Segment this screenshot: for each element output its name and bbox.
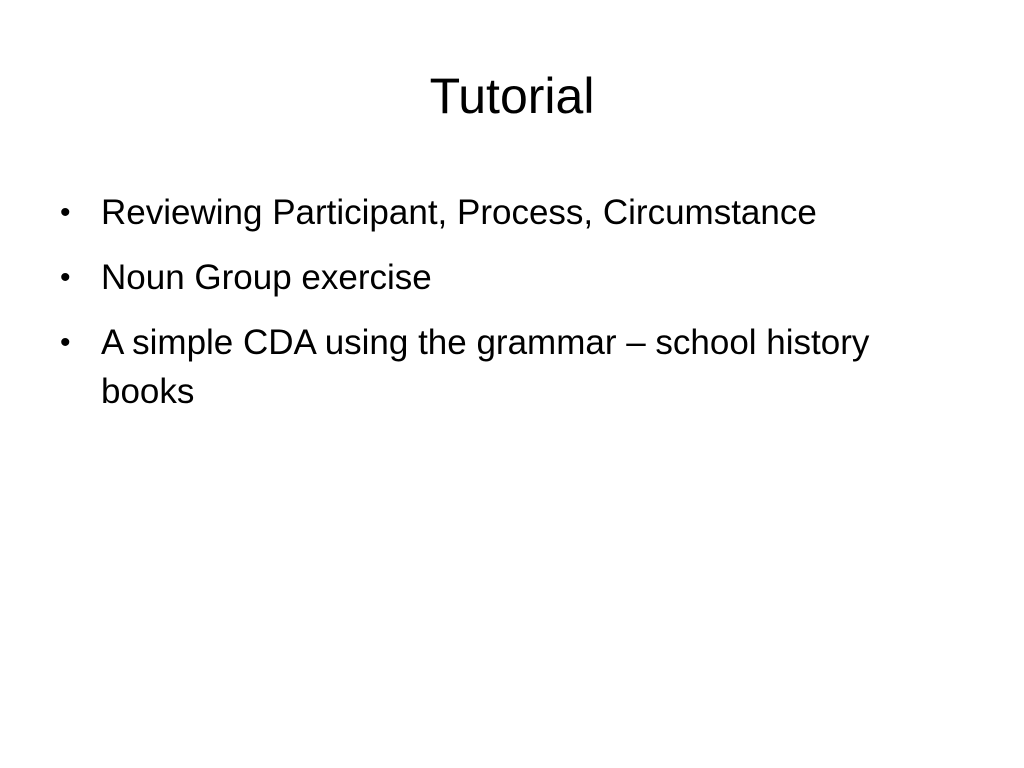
bullet-item [58, 318, 958, 416]
bullet-text: Noun Group exercise [101, 258, 432, 297]
bullet-marker: • [60, 196, 71, 229]
bullet-item [58, 253, 958, 302]
bullet-list [58, 188, 958, 432]
slide-title: Tutorial [429, 68, 595, 124]
bullet-item [58, 188, 958, 237]
bullet-text: Reviewing Participant, Process, Circumstance [101, 193, 817, 232]
bullet-marker: • [60, 326, 71, 359]
bullet-marker: • [60, 261, 71, 294]
bullet-text: A simple CDA using the grammar – school history books [101, 323, 870, 411]
